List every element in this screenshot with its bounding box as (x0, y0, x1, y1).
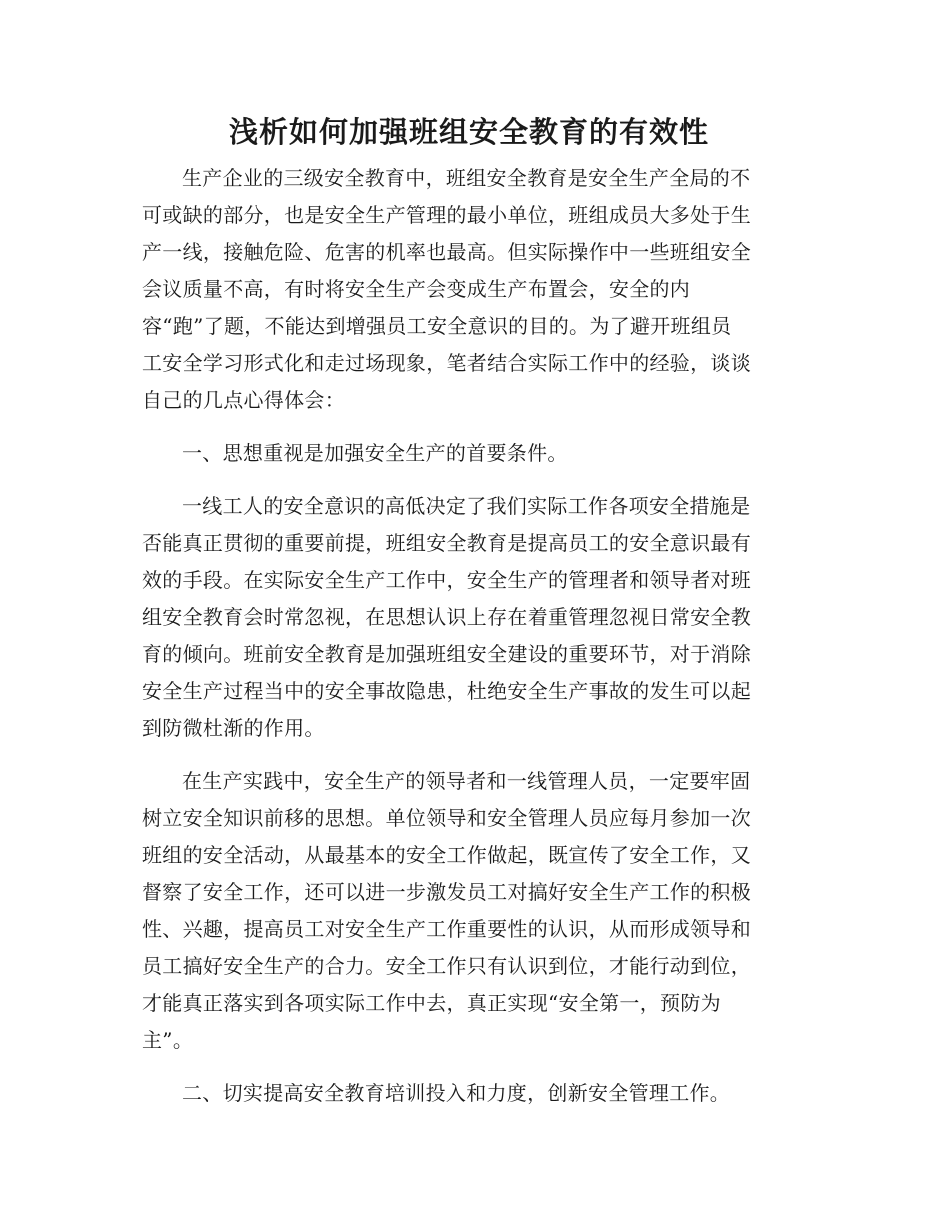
paragraph-intro (142, 160, 796, 419)
paragraph-section-1b (142, 763, 796, 1059)
text-line: 工安全学习形式化和走过场现象，笔者结合实际工作中的经验，谈谈 (142, 351, 751, 375)
text-line: 二、切实提高安全教育培训投入和力度，创新安全管理工作。 (182, 1081, 731, 1105)
text-line: 可或缺的部分，也是安全生产管理的最小单位，班组成员大多处于生 (142, 203, 751, 227)
document-page (142, 108, 796, 1128)
text-line: 在生产实践中，安全生产的领导者和一线管理人员，一定要牢固 (182, 769, 751, 793)
text-line: 一线工人的安全意识的高低决定了我们实际工作各项安全措施是 (182, 494, 751, 518)
text-line: 才能真正落实到各项实际工作中去，真正实现“安全第一，预防为 (142, 991, 721, 1015)
text-line: 督察了安全工作，还可以进一步激发员工对搞好安全生产工作的积极 (142, 880, 751, 904)
text-line: 自己的几点心得体会： (142, 388, 345, 412)
text-line: 性、兴趣，提高员工对安全生产工作重要性的认识，从而形成领导和 (142, 917, 751, 941)
document-title: 浅析如何加强班组安全教育的有效性 (228, 115, 709, 149)
text-line: 员工搞好安全生产的合力。安全工作只有认识到位，才能行动到位， (142, 954, 751, 978)
text-line: 产一线，接触危险、危害的机率也最高。但实际操作中一些班组安全 (142, 240, 751, 264)
text-line: 育的倾向。班前安全教育是加强班组安全建设的重要环节，对于消除 (142, 642, 751, 666)
text-line: 否能真正贯彻的重要前提，班组安全教育是提高员工的安全意识最有 (142, 531, 751, 555)
text-line: 容“跑”了题，不能达到增强员工安全意识的目的。为了避开班组员 (142, 314, 732, 338)
text-line: 安全生产过程当中的安全事故隐患，杜绝安全生产事故的发生可以起 (142, 679, 751, 703)
text-line: 组安全教育会时常忽视，在思想认识上存在着重管理忽视日常安全教 (142, 605, 751, 629)
section-heading-2 (142, 1075, 796, 1112)
section-heading-1 (142, 435, 796, 472)
text-line: 会议质量不高，有时将安全生产会变成生产布置会，安全的内 (142, 277, 691, 301)
paragraph-section-1a (142, 488, 796, 747)
text-line: 树立安全知识前移的思想。单位领导和安全管理人员应每月参加一次 (142, 806, 751, 830)
text-line: 主”。 (142, 1028, 194, 1052)
text-line: 效的手段。在实际安全生产工作中，安全生产的管理者和领导者对班 (142, 568, 751, 592)
text-line: 到防微杜渐的作用。 (142, 716, 325, 740)
text-line: 一、思想重视是加强安全生产的首要条件。 (182, 441, 568, 465)
text-line: 班组的安全活动，从最基本的安全工作做起，既宣传了安全工作，又 (142, 843, 751, 867)
text-line: 生产企业的三级安全教育中，班组安全教育是安全生产全局的不 (182, 166, 751, 190)
